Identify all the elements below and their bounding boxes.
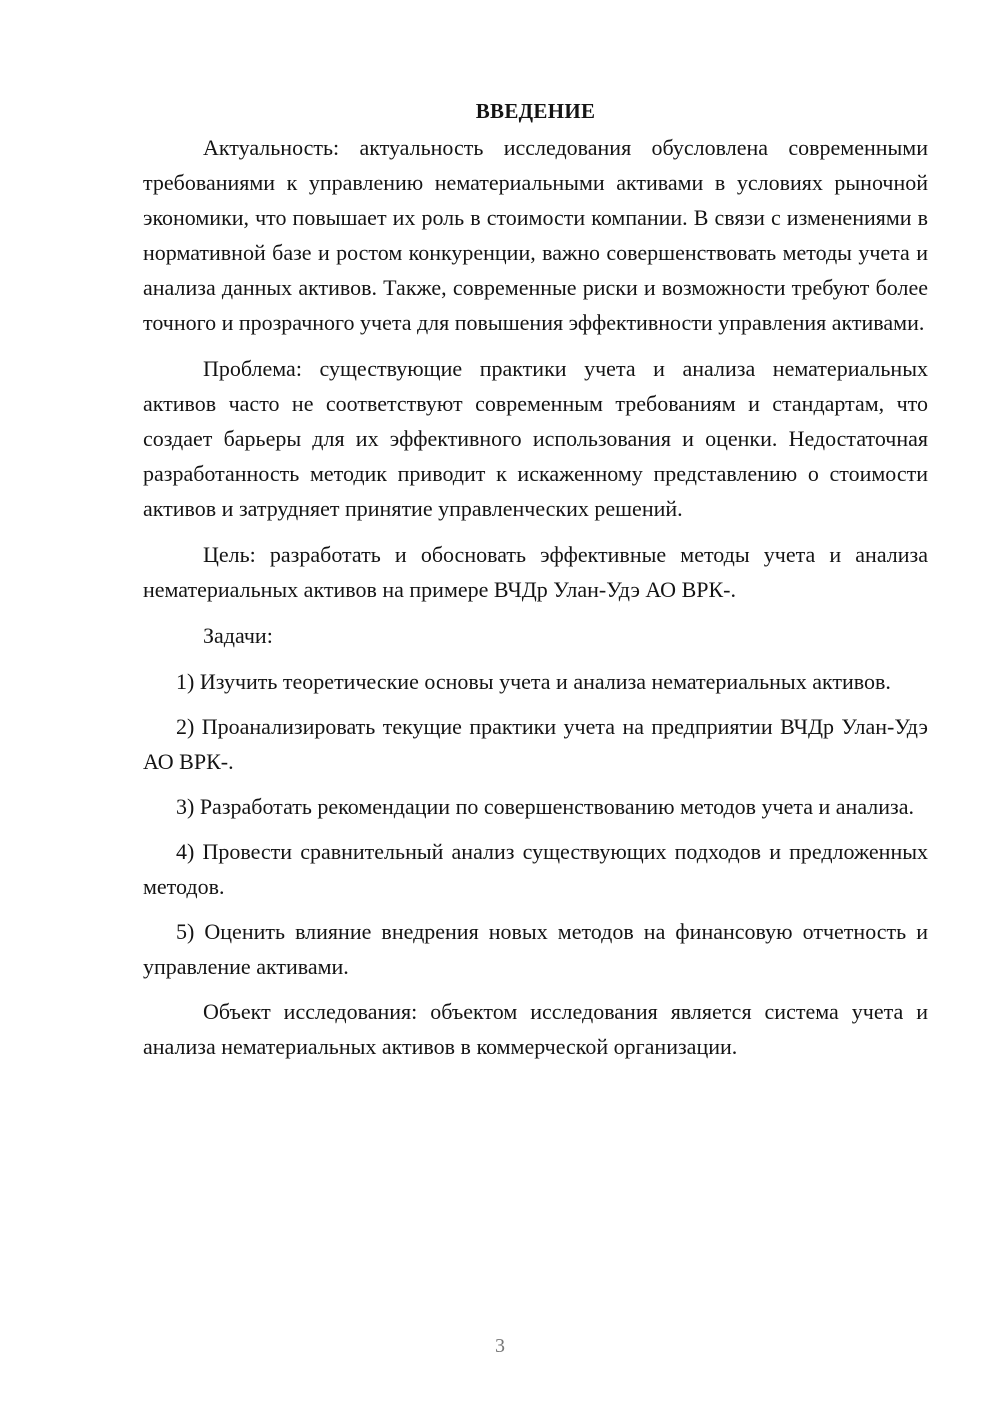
document-page <box>143 96 928 1075</box>
page-number: 3 <box>495 1335 505 1357</box>
object-paragraph: Объект исследования: объектом исследования является система учета и анализа нематериальных активов в коммерческой организации. <box>143 999 928 1059</box>
section-title: ВВЕДЕНИЕ <box>475 99 596 123</box>
task-item-2: 2) Проанализировать текущие практики учета на предприятии ВЧДр Улан-Удэ АО ВРК-. <box>143 714 928 774</box>
task-item-4: 4) Провести сравнительный анализ существующих подходов и предложенных методов. <box>143 839 928 899</box>
task-item-5: 5) Оценить влияние внедрения новых методов на финансовую отчетность и управление активами. <box>143 919 928 979</box>
tasks-heading: Задачи: <box>203 623 273 648</box>
problem-paragraph: Проблема: существующие практики учета и анализа нематериальных активов часто не соответствуют современным требованиям и стандартам, что создает барьеры для их эффективного использования и оценки. Недостаточная разработанность методик приводит к искаженному представлению о стоимости активов и затрудняет принятие управленческих решений. <box>143 356 928 521</box>
goal-paragraph: Цель: разработать и обосновать эффективные методы учета и анализа нематериальных активов на примере ВЧДр Улан-Удэ АО ВРК-. <box>143 542 928 602</box>
task-item-3: 3) Разработать рекомендации по совершенствованию методов учета и анализа. <box>176 794 914 819</box>
task-item-1: 1) Изучить теоретические основы учета и анализа нематериальных активов. <box>176 669 891 694</box>
relevance-paragraph: Актуальность: актуальность исследования обусловлена современными требованиями к управлению нематериальными активами в условиях рыночной экономики, что повышает их роль в стоимости компании. В связи с изменениями в нормативной базе и ростом конкуренции, важно совершенствовать методы учета и анализа данных активов. Также, современные риски и возможности требуют более точного и прозрачного учета для повышения эффективности управления активами. <box>143 135 928 335</box>
